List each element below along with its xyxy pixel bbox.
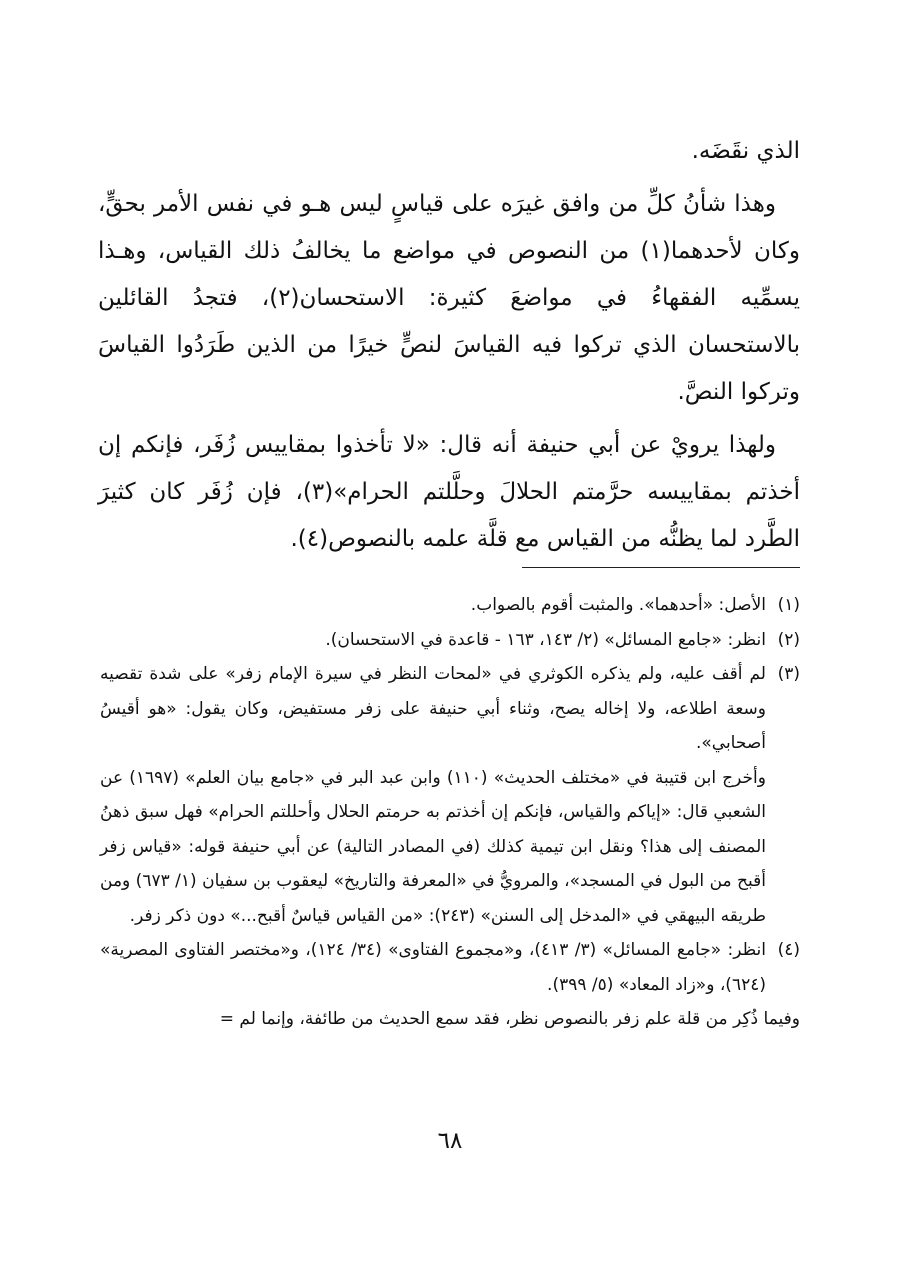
footnote-text: انظر: «جامع المسائل» (٢/ ١٤٣، ١٦٣ - قاعدة في الاستحسان).: [325, 629, 766, 650]
footnote-text: لم أقف عليه، ولم يذكره الكوثري في «لمحات النظر في سيرة الإمام زفر» على شدة تقصيه وسعة اطلاعه، ولا إخاله يصح، وثناء أبي حنيفة على زفر مستفيض، وكان يقول: «هو أقيسُ أصحابي».: [100, 664, 766, 753]
footnote-number: (٤): [777, 940, 800, 960]
footnote-2: [100, 623, 800, 658]
paragraph-0: الذي نقَضَه.: [691, 138, 800, 164]
footnote-3: [100, 657, 800, 933]
page-number: ٦٨: [437, 1128, 463, 1154]
main-text: [98, 128, 800, 563]
paragraph-2: ولهذا يرويْ عن أبي حنيفة أنه قال: «لا تأخذوا بمقاييس زُفَر، فإنكم إن أخذتم بمقاييسه حرَّمتم الحلالَ وحلَّلتم الحرام»(٣)، فإن زُفَر كان كثيرَ الطَّرد لما يظنُّه من القياس مع قلَّة علمه بالنصوص(٤).: [98, 432, 800, 552]
footnote-number: (٣): [777, 664, 800, 684]
footnotes: [100, 588, 800, 1037]
footnote-text: انظر: «جامع المسائل» (٣/ ٤١٣)، و«مجموع الفتاوى» (٣٤/ ١٢٤)، و«مختصر الفتاوى المصرية» (٦٢٤)، و«زاد المعاد» (٥/ ٣٩٩).: [100, 940, 766, 995]
footnote-number: (١): [777, 595, 800, 615]
footnote-continuation: وفيما ذُكِر من قلة علم زفر بالنصوص نظر، فقد سمع الحديث من طائفة، وإنما لم =: [219, 1009, 800, 1029]
footnote-1: [100, 588, 800, 623]
footnote-text-continued: وأخرج ابن قتيبة في «مختلف الحديث» (١١٠) وابن عبد البر في «جامع بيان العلم» (١٦٩٧) عن الشعبي قال: «إياكم والقياس، فإنكم إن أخذتم به حرمتم الحلال وأحللتم الحرام» فهل سبق ذهنُ المصنف إلى هذا؟ ونقل ابن تيمية كذلك (في المصادر التالية) عن أبي حنيفة قوله: «قياس زفر أقبح من البول في المسجد»، والمرويُّ في «المعرفة والتاريخ» ليعقوب بن سفيان (١/ ٦٧٣) ومن طريقه البيهقي في «المدخل إلى السنن» (٢٤٣): «من القياس قياسٌ أقبح...» دون ذكر زفر.: [100, 767, 767, 926]
footnote-number: (٢): [777, 629, 800, 650]
footnote-text: الأصل: «أحدهما». والمثبت أقوم بالصواب.: [470, 595, 766, 615]
paragraph-1: وهذا شأنُ كلِّ من وافق غيرَه على قياسٍ ليس هـو في نفس الأمر بحقٍّ، وكان لأحدهما(١) من النصوص في مواضع ما يخالفُ ذلك القياس، وهـذا يسمِّيه الفقهاءُ في مواضعَ كثيرة: الاستحسان(٢)، فتجدُ القائلين بالاستحسان الذي تركوا فيه القياسَ لنصٍّ خيرًا من الذين طَرَدُوا القياسَ وتركوا النصَّ.: [98, 191, 800, 405]
footnote-separator: [522, 567, 800, 568]
footnote-4: [100, 933, 800, 1002]
